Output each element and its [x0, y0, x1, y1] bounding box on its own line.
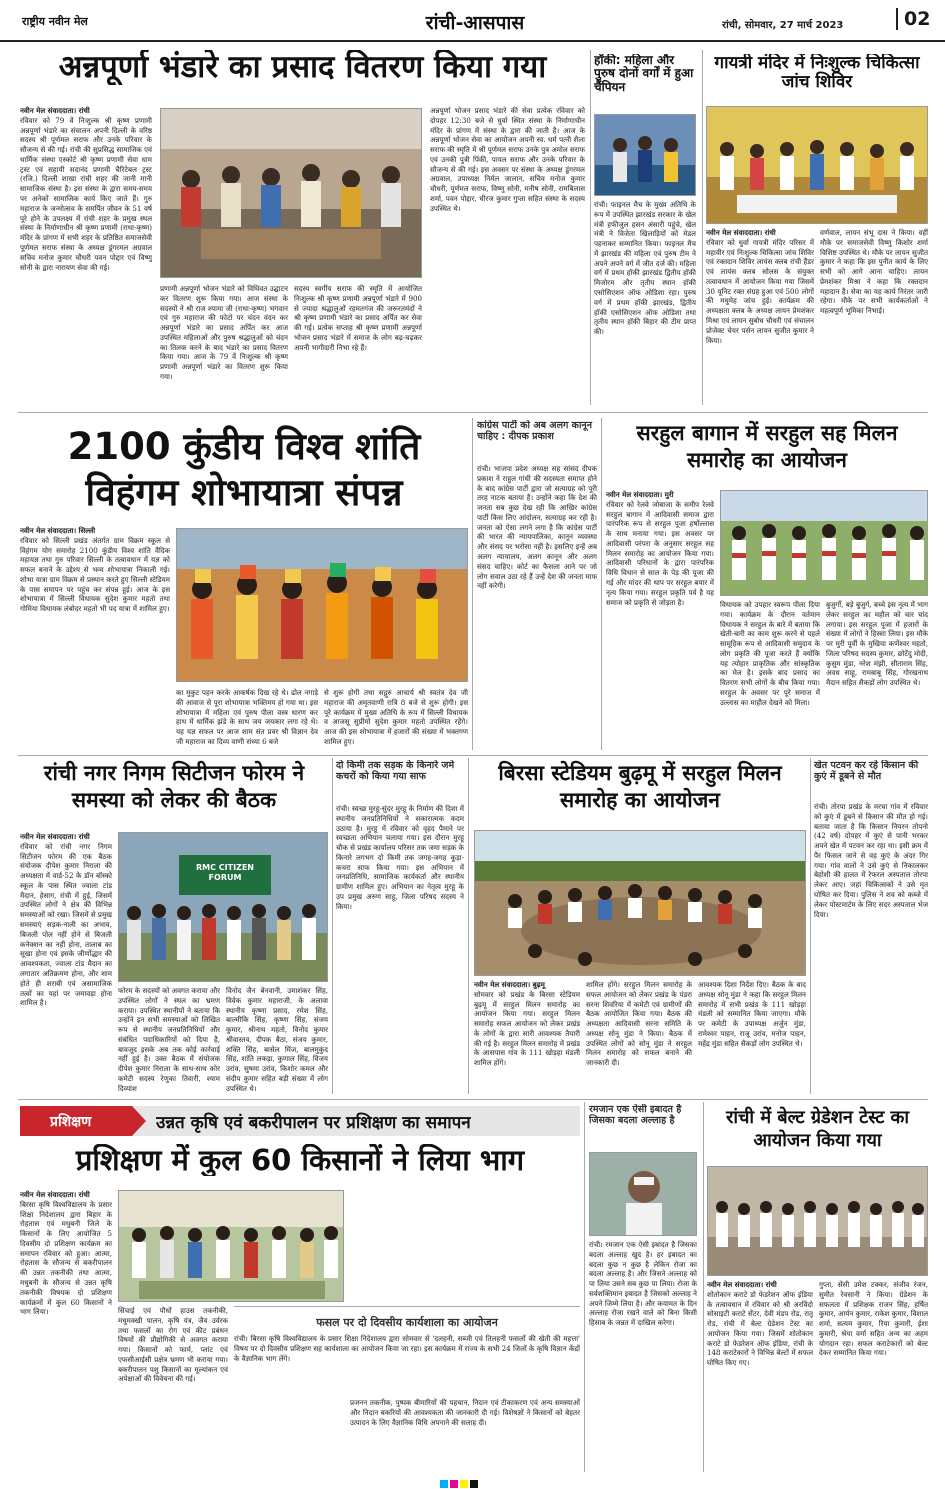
story-ramzan — [589, 1104, 699, 1472]
text: रविवार को 79 वें निःशुल्क श्री कृष्ण प्रणामी अन्नपूर्णा भंडारे का संचालन अपनी दिल्ली के वरिष्ठ सदस्य श्री पूर्णमल सराफ और उनके परिवार के सौजन्य से की गई। रांची की सुप्रसिद्ध सामाजिक एवं धार्मिक संस्था एस्कोर्ट श्री कृष्ण प्रणामी सेवा धाम ट्रस्ट एवं सहायी सदानंद प्रणामी चैरिटेबल ट्रस्ट (रजि.) दिल्ली शाखा रांची शहर की जानी मानी सामाजिक संस्था है। इस संस्था के द्वारा समय-समय पर अनेकों सामाजिक कार्य किए जाते हैं। गुरु महाराज के जन्मोत्सव के समर्पित जीवन के 51 वर्ष पूरे होने के उपलक्ष्य में रांची शहर के प्रमुख स्थल संस्था के निर्माणाधीन श्री कृष्ण प्रणामी (राधा-कृष्ण) मंदिर के प्रांगण में सभी शहर के प्रतिष्ठित समाजसेवी पूर्णमल सराफ संस्था के अध्यक्ष डूंगरमल अग्रवाल सचिव मनोज कुमार चौधरी पवन पोद्दार एवं विष्णु सोनी के द्वारा नारायण सेवा की गई। — [20, 115, 152, 272]
story-hockey — [594, 54, 699, 409]
text: सोमवार को प्रखंड के बिरसा स्टेडियम बुढ़मू में सरहुल मिलन समारोह का आयोजन किया गया। सरहुल मिलन समारोह सफल आयोजन को लेकर प्रखंड के लोगों के द्वारा सारी आवश्यक तैयारी की गई है। सरहुल मिलन समारोह में प्रखंड के आसपास गांव के 111 खोड़हा मंडली शामिल होंगे। — [474, 989, 580, 1068]
column: रांची। बिरसा कृषि विश्वविद्यालय के प्रसार शिक्षा निदेशालय द्वारा सोमवार से 'दलहनी, सब्जी एवं तिलहनी फसलों की खेती की महत्ता' विषय पर दो दिवसीय प्रशिक्षण सह कार्यशाला का आयोजन किया जा रहा। इस कार्यक्रम में राज्य के सभी 24 जिलों के कृषि विज्ञान केंद्रों के वैज्ञानिक भाग लेंगे। — [234, 1334, 580, 1363]
byline: नवीन मेल संवाददाता। मुरी — [606, 490, 674, 499]
kicker-arrow — [132, 1106, 146, 1136]
photo-hockey — [594, 114, 696, 196]
column — [706, 228, 814, 408]
column: सिंचाई एवं पौधों हाउस तकनीकी, मधुमक्खी पालन, कृषि यंत्र, जैव उर्वरक तथा फसलों का रोग एवं कीट प्रबंधन विषयों की प्रौद्योगिकी से अवगत कराया गया। किसानों को फार्म, प्लांट एवं एफसीआईसी प्रक्षेत्र भ्रमण भी कराया गया। बकरीपालन पशु किसानों का मूल्यांकन एवं अपेक्षाओं की विवेचना की गई। — [118, 1306, 228, 1384]
page-number: 02 — [896, 8, 930, 30]
headline: कांग्रेस पार्टी को अब अलग कानून चाहिए : दीपक प्रकाश — [477, 420, 592, 443]
kicker-bar — [20, 1106, 580, 1136]
headline: अन्नपूर्णा भंडारे का प्रसाद वितरण किया गया — [58, 50, 547, 85]
kicker-label: प्रशिक्षण — [20, 1106, 132, 1136]
headline: हॉकी: महिला और पुरुष दोनों वर्गों में हुआ चैंपियन — [594, 54, 694, 94]
photo-karate — [707, 1166, 928, 1276]
column: गुप्ता, सेंसी उमेश टक्कर, संजीव रंजन, सुमीत रेवसानी ने किया। ग्रेडेशन के सफलता में प्रशिक्षक राजन सिंह, हर्षित कुमार, आर्यन कुमार, राकेश कुमार, विशाल शर्मा, सत्यम कुमार, रिया कुमारी, ईशा कुमारी, श्रेया वर्मा सहित अन्य का अहम योगदान रहा। सफल कराटेकारों को बेल्ट देकर सम्मानित किया गया। — [819, 1280, 928, 1358]
story-cleanliness — [336, 760, 464, 1095]
story-birsa-stadium — [474, 760, 806, 1095]
byline: नवीन मेल संवाददाता। रांची — [707, 1280, 777, 1289]
article-text: रांची। फाइनल मैच के मुख्य अतिथि के रूप में उपस्थित झारखंड सरकार के खेल मंत्री हफीजुल हसन अंसारी पहुंचे, खेल मंत्री ने विजेता खिलाड़ियों को मेडल पहनाकर सम्मानित किया। फाइनल मैच में झारखंड की महिला एवं पुरुष टीम ने अपने अपने वर्ग में जीत दर्ज की। महिला वर्ग में प्रथम हॉकी झारखंड द्वितीय हॉकी मिजोरम और तृतीय स्थान हॉकी एसोसिएशन ऑफ ओडिशा रहा। पुरुष वर्ग में प्रथम हॉकी झारखंड, द्वितीय हॉकी एसोसिएशन ऑफ ओडिशा तथा तृतीय स्थान हॉकी बिहार की टीम प्राप्त की। — [594, 200, 696, 337]
headline: सरहुल बागान में सरहुल सह मिलन समारोह का आयोजन — [636, 421, 898, 473]
story-farmer-drowning — [814, 760, 928, 1095]
headline: बिरसा स्टेडियम बुढ़मू में सरहुल मिलन समारोह का आयोजन — [498, 761, 782, 813]
article-text: रांची। स्वच्छ मुरहू-सुंदर मुरहू के निर्माण की दिशा में स्थानीय जनप्रतिनिधियों ने सकारात्मक कदम उठाया है। मुरहू में रविवार को वृहद पैमाने पर स्वच्छता अभियान चलाया गया। इस दौरान मुरहू चौक से प्रखंड कार्यालय परिसर तक जमा सड़क के किनारे लगभग दो किमी तक जगह-जगह कूड़ा-कचरा साफ किया गया। इस अभियान में जनप्रतिनिधि, सामाजिक कार्यकर्ता और स्थानीय ग्रामीण शामिल हुए। अभियान का नेतृत्व मुरहू के उप प्रमुख अरुण साहू, जिला परिषद सदस्य ने किया। — [336, 804, 464, 911]
issue-date: रांची, सोमवार, 27 मार्च 2023 — [722, 20, 844, 31]
story-gayatri — [706, 54, 928, 409]
headline: दो किमी तक सड़क के किनारे जमे कचरों को किया गया साफ — [336, 760, 455, 783]
column: शामिल होंगे। सरहुल मिलन समारोह के सफल आयोजन को लेकर प्रखंड के पंडरा सरना शिवरिया में कमेटी एवं ग्रामीणों की बैठक आयोजित किया गया। बैठक की अध्यक्षता आदिवासी सरना समिति के अध्यक्ष सोनू मुंडा ने किया। बैठक में उपस्थित लोगों को सोनू मुंडा ने सरहुल मिलन समारोह को सफल बनाने की जानकारी दी। — [586, 980, 692, 1068]
column: से शुरू होगी तथा सद्गुरु आचार्य श्री स्वतंत्र देव जी महाराज की अमृतवाणी रात्रि 8 बजे से शुरू होगी। इस पूरे कार्यक्रम में मुख्य अतिथि के रूप में सिल्ली विधायक व आजसू सुप्रीमो सुदेश कुमार महतो उपस्थित रहेंगे। आज की इस शोभायात्रा में हजारों की संख्या में भक्तगण शामिल हुए। — [324, 688, 468, 746]
column — [20, 526, 170, 752]
article-text: रांची। तोरपा प्रखंड के मरचा गांव में रविवार को कुएं में डूबने से किसान की मौत हो गई। बताया जाता है कि किसान नियरन तोपनो (42 वर्ष) दोपहर में कुएं से पानी भरकर अपने खेत में पटवन कर रहा था। इसी क्रम में पैर फिसल जाने से वह कुएं के अंदर गिर गया। गांव वालों ने उसे कुएं से निकालकर बेहोशी की हालत में रेफरल अस्पताल तोरपा लेकर आए। जहां चिकित्सकों ने उसे मृत घोषित कर दिया। पुलिस ने शव को कब्जे में लेकर पोस्टमार्टम के लिए सदर अस्पताल भेज दिया। — [814, 802, 928, 919]
text: रविवार को धुर्वा गायत्री मंदिर परिसर में महावीर एवं निःशुल्क चिकित्सा जांच शिविर एवं रक्तदान शिविर लायंस क्लब रांची हैंडर एवं लायंस क्लब सोलस के संयुक्त तत्वावधान में आयोजन किया गया जिसमें 30 यूनिट रक्त संग्रह हुआ एवं 500 लोगों की मधुमेह जांच हुई। कार्यक्रम की अध्यक्षता क्लब के अध्यक्ष लायन प्रेमशंकर मिश्रा एवं लायन सुबोध चौधरी एवं संचालन प्रोजेक्ट चेयर पर्सन लायन सुजीत कुमार ने किया। — [706, 237, 814, 345]
column: बुजुर्गों, बड़े बुजुर्ग, बच्चे इस नृत्य में भाग लेकर सरहुल का महौल को चार चांद लगाया। इस सरहुल पूजा में हजारों के संख्या में लोगों ने हिस्सा लिया। इस मौके पर मुरी पूर्वी के मुखिया कर्णेश्वर महतो, जिला परिषद सदस्य कुमार, छोटेंदु मोदी, कुसुम मुंडा, नरेश मंझी, सीताराम सिंह, अवध साहू, रामबाबू सिंह, गोरखनाथ मैदान सहित सैकड़ों लोग उपस्थित थे। — [826, 600, 928, 688]
masthead — [0, 0, 945, 42]
column: विधायक को उपहार स्वरूप पीला दिया गया। कार्यक्रम के दौरान वर्तमान विधायक ने सरहुल के बारे में बताया कि खेती-बारी का काम शुरू करने से पहले सामूहिक रूप से आदिवासी समुदाय के लोग प्रकृति की पूजा करते हैं क्योंकि यह त्योहार प्राकृतिक और सांस्कृतिक का मेल है। इसके बाद प्रसाद का वितरण सभी लोगों के बीच किया गया। सरहुल के अवसर पर पूरे समाज में उल्लास का माहौल देखने को मिला। — [720, 600, 820, 707]
column: विनोद जैन बेनवानी, उमाशंकर सिंह, विवेक कुमार महाराजी, के अलावा स्थानीय कृष्णा प्रसाद, रमेश सिंह, बाल्मीकि सिंह, कृष्णा सिंह, संजय कुमार, श्रीनाथ महतो, विनोद कुमार श्रीवास्तव, दीपक बैठा, संजय कुमार, शक्ति सिंह, बासेल मिंज, बालमुकुंद सिंह, शांति लकड़ा, कुणाल सिंह, विजय उरांव, सुषमा उरांव, किशोर कमल और संदीप कुमार सहित बड़ी संख्या में लोग उपस्थित थे। — [226, 986, 328, 1093]
print-registration-marks — [0, 1478, 945, 1489]
byline: नवीन मेल संवाददाता। बुढ़मू — [474, 980, 545, 989]
photo-stadium-meeting — [474, 830, 806, 976]
story-shobhayatra — [20, 418, 468, 754]
text: शोतोकान कराटे डो फेडरेशन ऑफ इंडिया के तत्वावधान में रविवार को श्री अरविंदो सोसाइटी कराटे सेंटर, देवी मंडप रोड, रातू रोड, रांची में बेल्ट ग्रेडेशन टेस्ट का आयोजन किया गया। जिसमें शोतोकान कराटे डो फेडरेशन ऑफ इंडिया, रांची के 148 कराटेकारों ने विभिन्न बेल्टों में सफल घोषित किए गए। — [707, 1289, 813, 1368]
column: आवश्यक दिशा निर्देश दिए। बैठक के बाद अध्यक्ष सोनू मुंडा ने कहा कि सरहुल मिलन समारोह में सभी प्रखंड के 111 खोड़हा मंडली को सम्मानित किया जाएगा। मौके पर कमेटी के उपाध्यक्ष अर्जुन मुंडा, रामेश्वर पाहन, राजू उरांव, मनोज पाहन, महेंद्र मुंडा सहित सैकड़ों लोग उपस्थित थे। — [698, 980, 806, 1048]
column: फोरम के सदस्यों को अवगत कराया और उपस्थित लोगों ने स्थल का भ्रमण कराया। उपस्थित स्थानीयों ने बताया कि उन्होंने इन सभी समस्याओं को लिखित रूप से स्थानीय जनप्रतिनिधियों और संबंधित पदाधिकारियों को दिया है, बावजूद इसके अब तक कोई कार्रवाई नहीं हुई है। उक्त बैठक में संयोजक दीपेश कुमार निराला के साथ-साथ कोर कमेटी सदस्य रेणुका तिवारी, श्याम दिव्यांश — [118, 986, 220, 1093]
column: वर्णवाल, लायन संभू दास ने किया। वहीं मौके पर समाजसेवी विष्णु किशोर शर्मा विशिष्ट उपस्थित थे। मौके पर लायन सुजीत कुमार ने कहा कि इस पुनीत कार्य के लिए सभी को आगे आना चाहिए। लायन प्रेमशंकर मिश्रा ने कहा कि रक्तदान महादान है। सेवा का यह कार्य निरंतर जारी रहेगा। मौके पर सभी कार्यकर्ताओं ने महत्वपूर्ण भूमिका निभाई। — [820, 228, 928, 316]
strap-headline: उन्नत कृषि एवं बकरीपालन पर प्रशिक्षण का समापन — [156, 1113, 471, 1133]
headline: गायत्री मंदिर में निःशुल्क चिकित्सा जांच शिविर — [714, 54, 920, 93]
story-annapurna — [20, 50, 585, 410]
forum-banner-text: RMC CITIZEN FORUM — [195, 863, 255, 882]
column: सदस्य स्वर्गीय सराफ की स्मृति में आयोजित निःशुल्क श्री कृष्ण प्रणामी अन्नपूर्णा भंडारे में 900 से ज्यादा श्रद्धालुओं रहमतगंज की जरूरतमंदों ने श्री कृष्ण प्रणामी भंडारे का प्रसाद अर्पित कर सेवा की गई। प्रत्येक सप्ताह श्री कृष्ण प्रणामी अन्नपूर्णा भोजन प्रसाद भंडारे में समाज के लोग बढ़-चढ़कर अपनी भागीदारी निभा रहे हैं। — [294, 284, 422, 352]
column: प्रणामी अन्नपूर्णा भोजन भंडारे को विधिवत उद्घाटन कर वितरण शुरू किया गया। आज संस्था के सदस्यों ने श्री राज श्यामा जी (राधा-कृष्ण) भगवान एवं गुरु महाराज की फोटो पर चंदन वंदन कर अन्नपूर्णा भंडारे का प्रसाद अर्पित कर आज उपस्थित महिलाओं और पुरुष श्रद्धालुओं को चंदन का तिलक करने के बाद भंडारे का प्रसाद वितरण किया गया। आज के 79 वें निःशुल्क श्री कृष्ण प्रणामी अन्नपूर्णा भंडारे का वितरण शुरू किया गया। — [160, 284, 288, 382]
article-text: रांची। भाजपा प्रदेश अध्यक्ष सह सांसद दीपक प्रकाश ने राहुल गांधी की सदस्यता समाप्त होने के बाद कांग्रेस पार्टी द्वारा जो सत्याग्रह को पूरी तरह नाटक बताया है। उन्होंने कहा कि देश की जनता सब कुछ देख रही कि आखिर कांग्रेस पार्टी किस लिए आंदोलन, सत्याग्रह कर रही है। जनता को ऐसा लगने लगा है कि कांग्रेस पार्टी की भारत की न्यायपालिका, कानून व्यवस्था और संसद पर भरोसा नहीं है। इसलिए इन्हें अब अलग न्यायालय, अलग कानून और अलग संसद चाहिए। कोर्ट का फैसला आने पर जो लोग सवाल उठा रहे हैं उन्हें देश की जनता माफ नहीं करेगी। — [477, 464, 597, 591]
story-belt-grading — [707, 1106, 928, 1474]
column — [20, 832, 112, 1094]
column — [707, 1280, 813, 1474]
photo-sarhul-dance — [720, 490, 928, 596]
article-text: रांची। रमजान एक ऐसी इबादत है जिसका बदला अल्लाह खुद है। हर इबादत का बदला कुछ न कुछ है लेकिन रोजा का बदला अल्लाह है। और जिसने अल्लाह को पा लिया उसने सब कुछ पा लिया। रोजा के सर्वशक्तिमान इबादत है जिसको अल्लाह ने अपने जिम्मे लिया है। और कयामत के दिन अल्लाह रोजा रखने वाले को बिना किसी हिसाब के जन्नत में दाखिल करेगा। — [589, 1240, 697, 1328]
text: रविवार को सिल्ली प्रखंड अंतर्गत ग्राम विक्रम स्कूल से विहंगम योग समारोह 2100 कुंडीय विश्व शांति वैदिक महायज्ञ तथा गुरु परिवार सिल्ली के तत्वावधान में यज्ञ को सफल बनाने के उद्देश्य से भव्य शोभायात्रा निकाली गई। शोभा यात्रा ग्राम विक्रम से प्रस्थान करते हुए सिल्ली स्टेडियम के पास समापन पर पहुंच कर संपन्न हुई। आज के इस शोभायात्रा में सिल्ली विधायक सुदेश कुमार महतो तथा गोमिया विधायक लंबोदर महतो भी पद यात्रा में शामिल हुए। — [20, 535, 170, 614]
headline: प्रशिक्षण में कुल 60 किसानों ने लिया भाग — [75, 1144, 525, 1177]
photo-medical-camp — [706, 106, 928, 224]
byline: नवीन मेल संवाददाता। सिल्ली — [20, 526, 96, 535]
story-sarhul-bagan — [606, 420, 928, 752]
column — [474, 980, 580, 1094]
brand-logo: राष्ट्रीय नवीन मेल — [22, 15, 88, 28]
column — [20, 106, 152, 406]
photo-forum-meeting — [118, 832, 328, 982]
text: रविवार को रांची नगर निगम सिटीजन फोरम की एक बैठक संयोजक दीपेश कुमार निराला की अध्यक्षता में वार्ड-52 के डॉन बॉस्को स्कूल के पास स्थित ज्वाला टांड मैदान, हेसाग, रांची में हुई, जिसमें उपस्थित लोगों ने क्षेत्र की विभिन्न समस्याओं को रखा। जिसमें से प्रमुख समस्याएं सड़क-नाली का अभाव, बिजली पोल नहीं होने से बिजली कनेक्शन का नहीं होना, तालाब का सूखा होना एवं इसके जीर्णोद्धार की आवश्यकता, ज्वाला टांड मैदान का लगातार अतिक्रमण होना, और शाम होते ही शराबी एवं असामाजिक तत्वों का यहां पर जमावड़ा होना शामिल है। — [20, 841, 112, 1008]
photo-ramzan — [589, 1152, 697, 1236]
byline: नवीन मेल संवाददाता। रांची — [706, 228, 776, 237]
headline: खेत पटवन कर रहे किसान की कुएं में डूबने से मौत — [814, 760, 919, 783]
column: अन्नपूर्णा भोजन प्रसाद भंडारे की सेवा प्रत्येक रविवार को दोपहर 12:30 बजे से धुर्वा स्थित संस्था के निर्माणाधीन मंदिर के प्रांगण में संस्था के द्वारा की जाती है। आज के अन्नपूर्णा भोजन सेवा का आयोजन अपनी स्व. धर्म पत्नी शैला सराफ की स्मृति में श्री पूर्णमल सराफ उनके पुत्र अमोल सराफ एवं उनकी पुत्री पिंकी, पायल सराफ और उनके परिवार के सौजन्य से की गई। इस अवसर पर संस्था के अध्यक्ष डूंगरमल अग्रवाल, उपाध्यक्ष निर्मल जालान, सचिव मनोज कुमार चौधरी, पूर्णमल सराफ, विष्णु सोनी, मनीष सोनी, रामबिलास शर्मा, पवन पोद्दार, धीरज कुमार गुप्ता सहित संस्था के सदस्य उपस्थित थे। — [430, 106, 585, 213]
photo-farmer-training — [118, 1190, 344, 1302]
byline: नवीन मेल संवाददाता। रांची — [20, 1190, 90, 1199]
story-training — [20, 1106, 580, 1474]
column: का मुकुट पहन करके आकर्षक दिख रहे थे। ढोल नगाड़े की आवाज से पूरा शोभायात्रा भक्तिमय हो गया था। इस शोभायात्रा में महिला एवं पुरुष पीला वस्त्र धारण कर हाथ में धार्मिक झंडे के साथ जय जयकार लगा रहे थे। यह यज्ञ सफल पर आज शाम संत प्रवर श्री विज्ञान देव जी महाराज का दिव्य वाणी संध्या 6 बजे — [176, 688, 318, 746]
text: बिरसा कृषि विश्वविद्यालय के प्रसार शिक्षा निदेशालय द्वारा बिहार के रोहतास एवं मधुबनी जिले के किसानों के लिए आयोजित 5 दिवसीय दो प्रशिक्षण कार्यक्रम का समापन रविवार को हुआ। आत्मा, रोहतास के सौजन्य से बकरीपालन की उन्नत तकनीकी तथा आत्मा, मधुबनी के सौजन्य से उन्नत कृषि तकनीकी विषयक दो प्रशिक्षण कार्यक्रमों में कुल 60 किसानों ने भाग लिया। — [20, 1199, 112, 1317]
headline: रमजान एक ऐसी इबादत है जिसका बदला अल्लाह है — [589, 1104, 682, 1127]
headline: रांची में बेल्ट ग्रेडेशन टेस्ट का आयोजन किया गया — [725, 1107, 910, 1152]
byline: नवीन मेल संवाददाता। रांची — [20, 106, 90, 115]
text: रविवार को रेलवे जोबाजा के समीप रेलवे सरहुल बागान में आदिवासी समाज द्वारा पारंपरिक रूप से सरहुल पूजा हर्षोल्लास के साथ मनाया गया। इस अवसर पर आदिवासी परंपरा के अनुसार सरहुल सह मिलन समारोह का आयोजन किया गया। आदिवासी परिधानों के द्वारा पारंपरिक विधि विधान से साल के पेड़ की पूजा की गई और मांदर की थाप पर सरहुल बयार में नृत्य किया गया। सरहुल प्रकृति पर्व है यह समाज को प्रकृति से जोड़ता है। — [606, 499, 714, 607]
byline: नवीन मेल संवाददाता। रांची — [20, 832, 90, 841]
column — [606, 490, 714, 752]
section-title: रांची-आसपास — [425, 12, 525, 34]
column: प्रजनन तकनीक, पुष्पक बीमारियों की पहचान, निदान एवं टीकाकरण एवं अन्य समस्याओं और निदान बकरियों की आवश्यकता की जानकारी दी गई। विशेषज्ञों ने किसानों को बेहतर उत्पादन के लिए वैज्ञानिक विधि अपनाने की सलाह दी। — [350, 1398, 580, 1427]
column — [20, 1190, 112, 1472]
headline: 2100 कुंडीय विश्व शांति विहंगम शोभायात्रा संपन्न — [67, 425, 421, 515]
photo-bhandara — [160, 108, 422, 278]
story-congress — [477, 420, 597, 750]
photo-caption: फसल पर दो दिवसीय कार्यशाला का आयोजन — [234, 1306, 580, 1330]
photo-procession — [176, 528, 468, 682]
headline: रांची नगर निगम सिटीजन फोरम ने समस्या को लेकर की बैठक — [43, 761, 305, 813]
story-citizen-forum — [20, 760, 328, 1095]
